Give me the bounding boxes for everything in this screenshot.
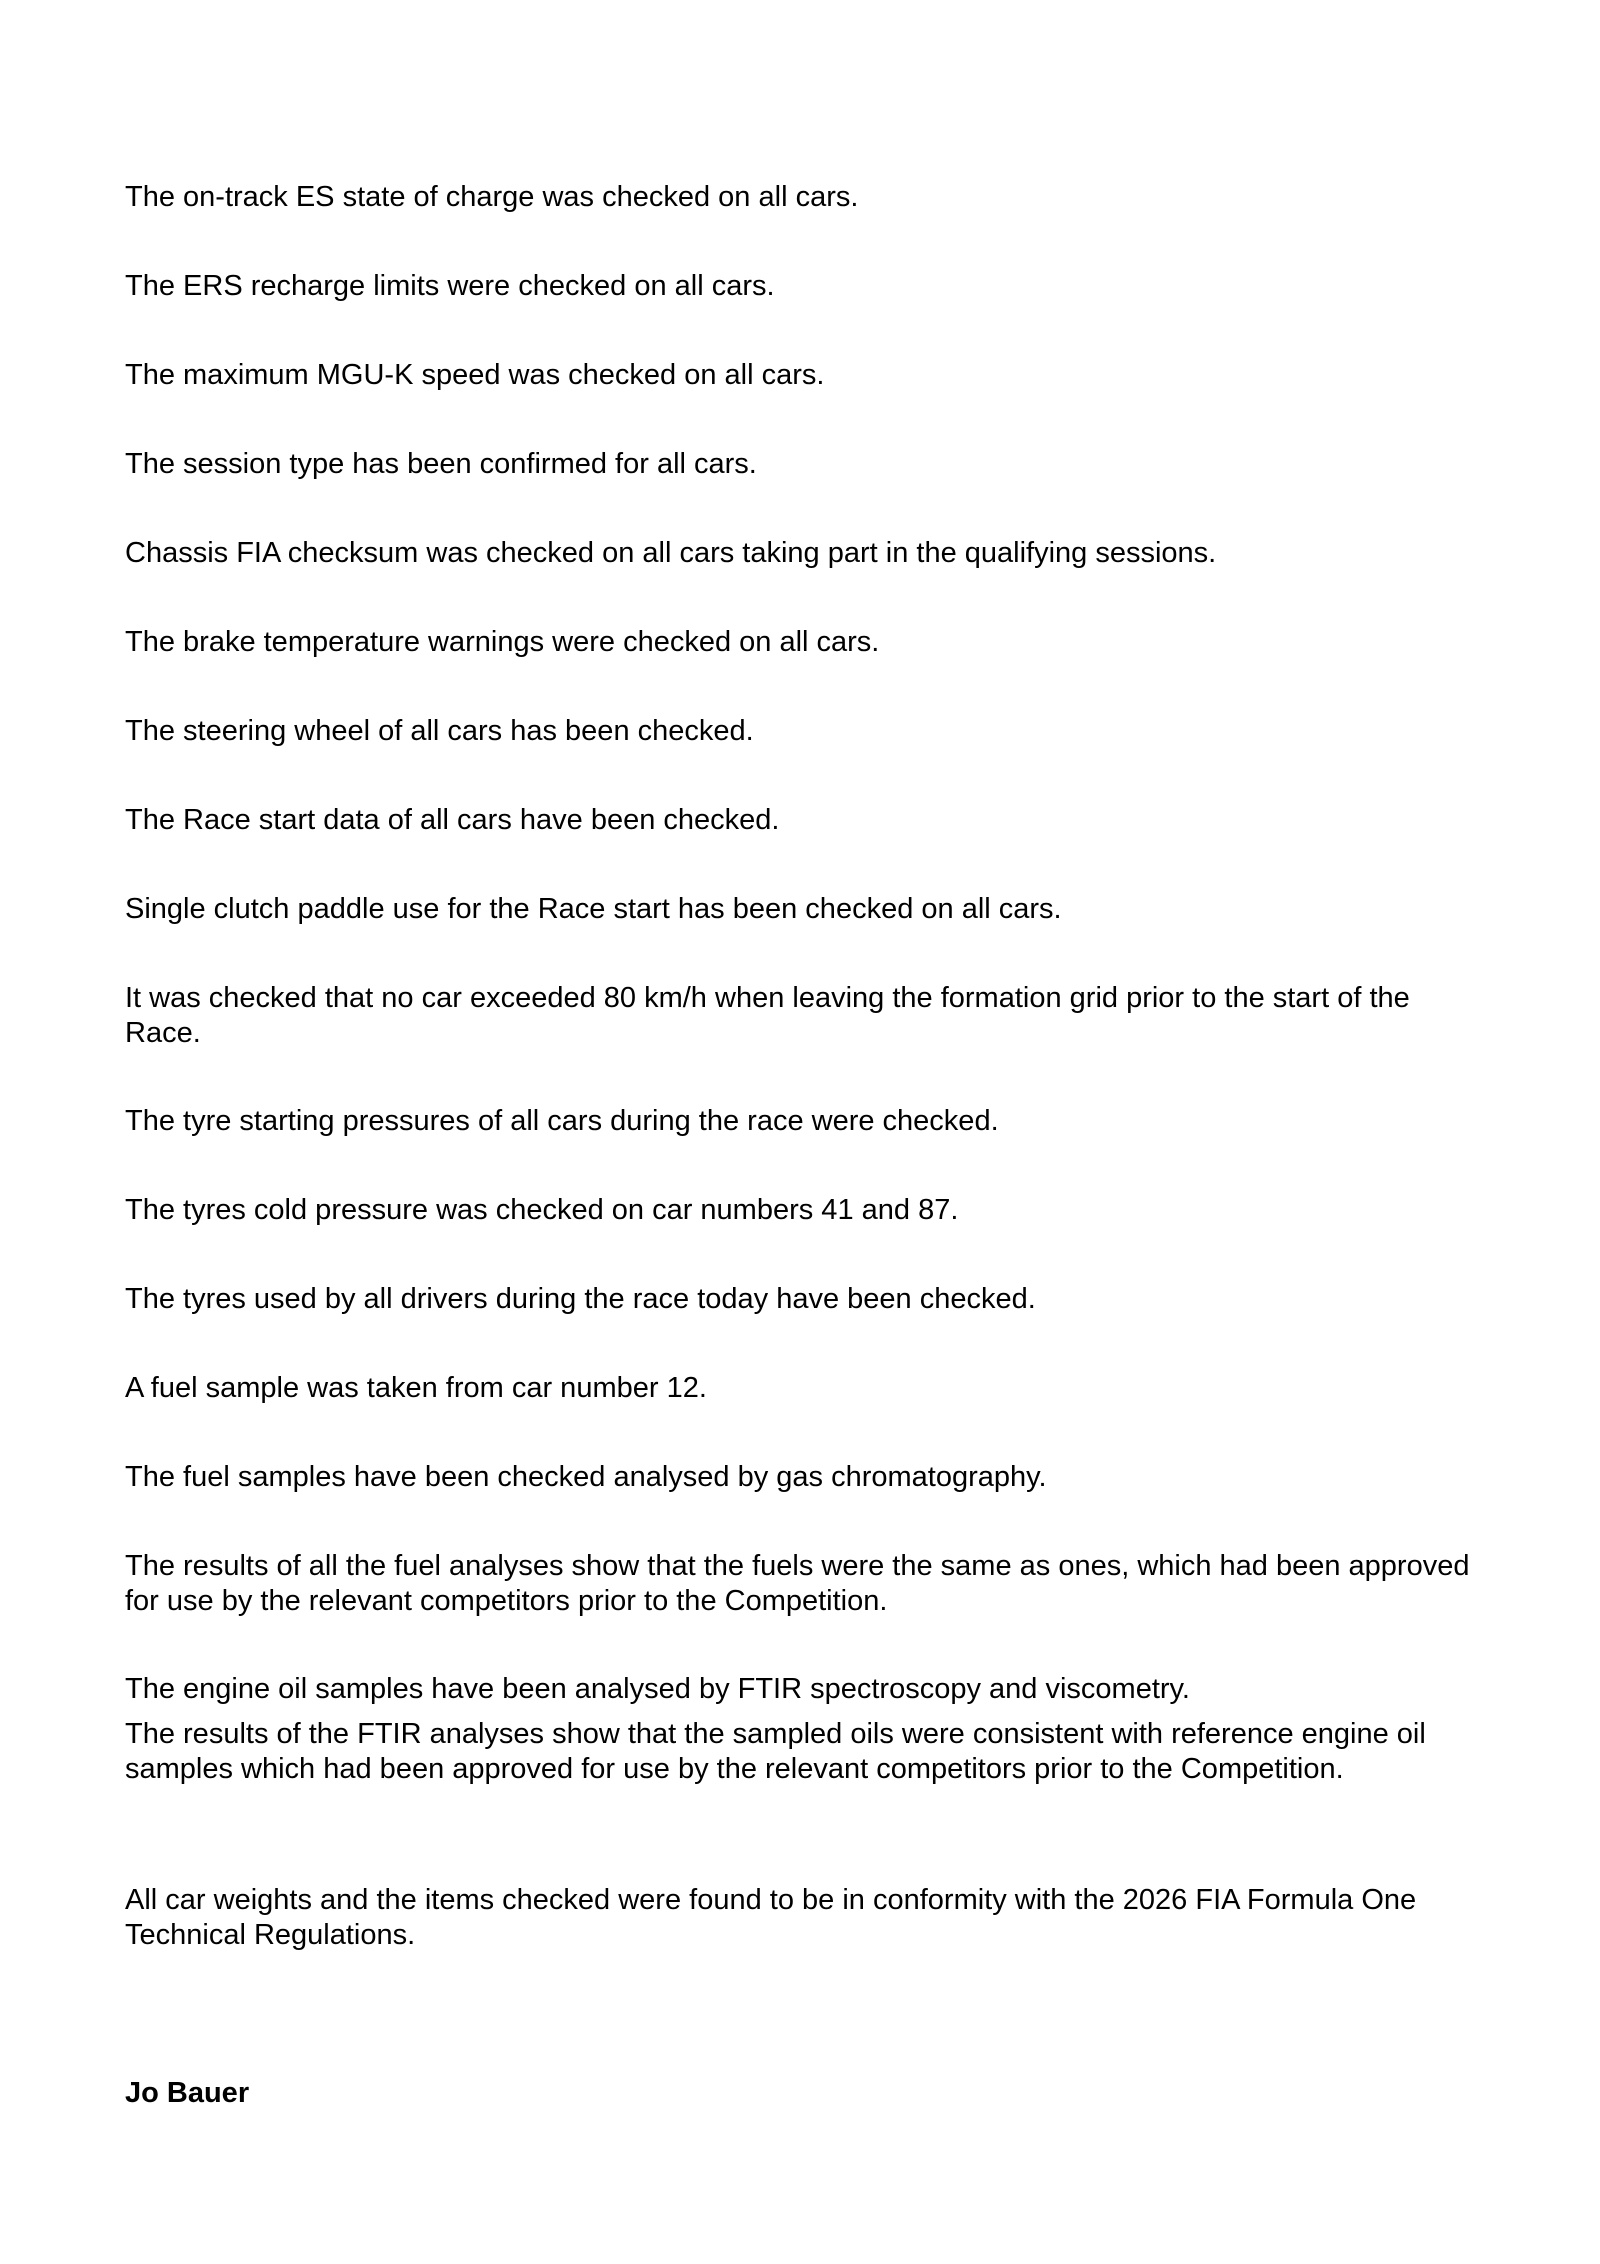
paragraph-steering-wheel: The steering wheel of all cars has been checked. xyxy=(125,715,754,747)
paragraph-tyre-starting-pressures: The tyre starting pressures of all cars during the race were checked. xyxy=(125,1105,999,1137)
paragraph-race-start-data: The Race start data of all cars have been checked. xyxy=(125,804,780,836)
paragraph-conformity-statement: All car weights and the items checked were found to be in conformity with the 2026 FIA Formula One Technical Regulations. xyxy=(125,1884,1417,1951)
paragraph-es-state-of-charge: The on-track ES state of charge was checked on all cars. xyxy=(125,181,859,213)
paragraph-session-type: The session type has been confirmed for all cars. xyxy=(125,448,757,480)
signature-name: Jo Bauer xyxy=(125,2077,250,2109)
paragraph-gas-chromatography: The fuel samples have been checked analysed by gas chromatography. xyxy=(125,1461,1047,1493)
paragraph-formation-grid-speed: It was checked that no car exceeded 80 km/h when leaving the formation grid prior to the start of the Race. xyxy=(125,982,1410,1049)
paragraph-tyres-used: The tyres used by all drivers during the race today have been checked. xyxy=(125,1283,1036,1315)
paragraph-chassis-checksum: Chassis FIA checksum was checked on all cars taking part in the qualifying sessions. xyxy=(125,537,1217,569)
paragraph-ftir-results: The results of the FTIR analyses show that the sampled oils were consistent with reference engine oil samples which had been approved for use by the relevant competitors prior to the Competition. xyxy=(125,1718,1426,1785)
paragraph-clutch-paddle: Single clutch paddle use for the Race start has been checked on all cars. xyxy=(125,893,1062,925)
paragraph-fuel-analyses-results: The results of all the fuel analyses show that the fuels were the same as ones, which had been approved for use by the relevant competitors prior to the Competition. xyxy=(125,1550,1470,1617)
paragraph-fuel-sample: A fuel sample was taken from car number 12. xyxy=(125,1372,707,1404)
paragraph-brake-temperature: The brake temperature warnings were checked on all cars. xyxy=(125,626,880,658)
paragraph-mgu-k-speed: The maximum MGU-K speed was checked on all cars. xyxy=(125,359,825,391)
paragraph-ers-recharge-limits: The ERS recharge limits were checked on all cars. xyxy=(125,270,775,302)
paragraph-tyre-cold-pressure: The tyres cold pressure was checked on car numbers 41 and 87. xyxy=(125,1194,959,1226)
paragraph-engine-oil-samples: The engine oil samples have been analysed by FTIR spectroscopy and viscometry. xyxy=(125,1673,1190,1705)
